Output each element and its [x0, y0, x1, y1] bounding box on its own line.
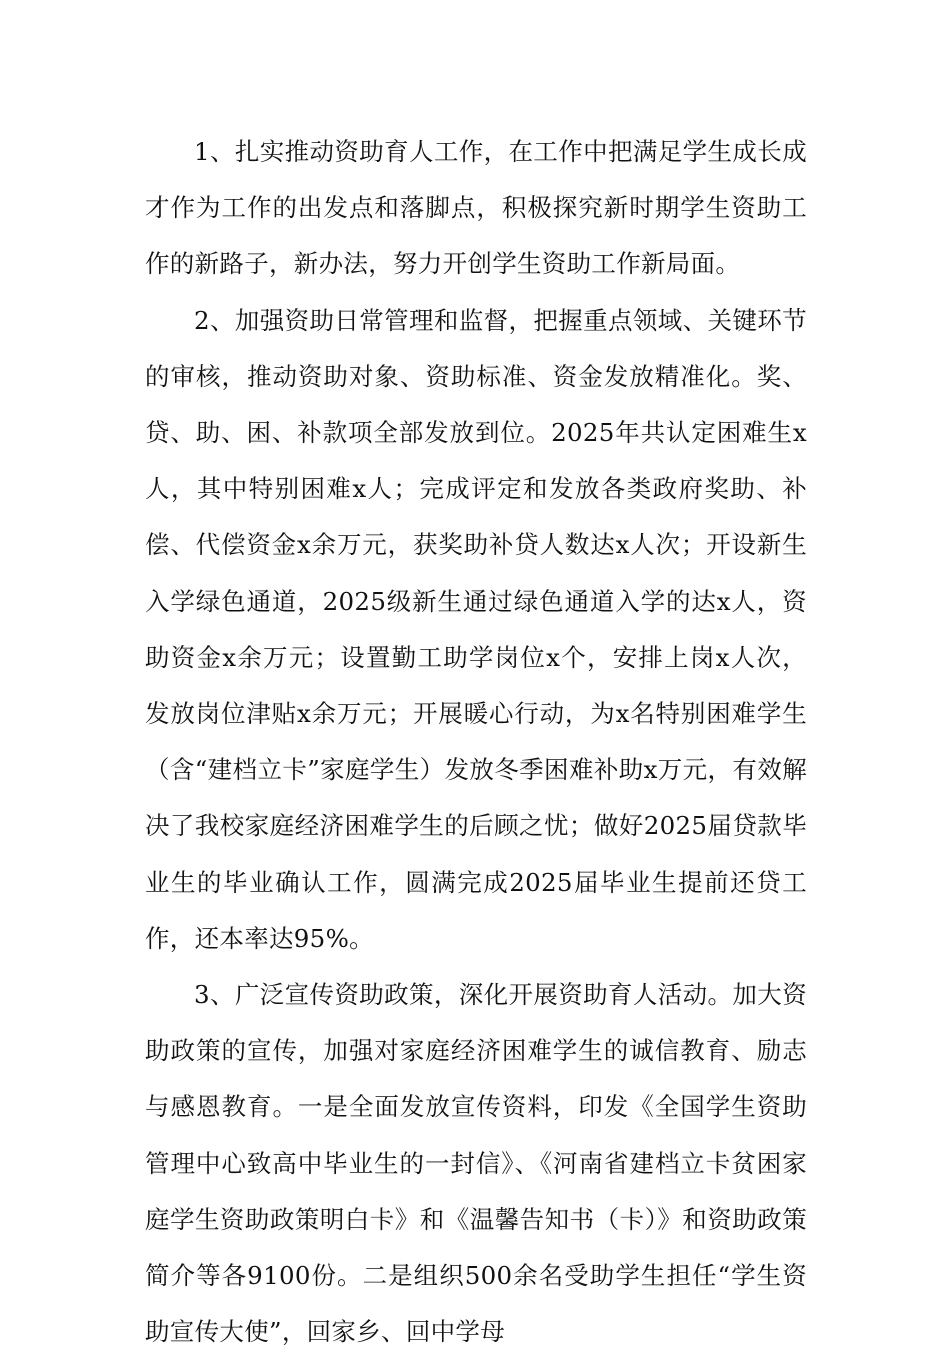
paragraph-2: 2、加强资助日常管理和监督，把握重点领域、关键环节的审核，推动资助对象、资助标准、资金发放精准化。奖、贷、助、困、补款项全部发放到位。2025年共认定困难生x人，其中特别困难x人；完成评定和发放各类政府奖助、补偿、代偿资金x余万元，获奖助补贷人数达x人次；开设新生入学绿色通道，2025级新生通过绿色通道入学的达x人，资助资金x余万元；设置勤工助学岗位x个，安排上岗x人次，发放岗位津贴x余万元；开展暖心行动，为x名特别困难学生（含“建档立卡”家庭学生）发放冬季困难补助x万元，有效解决了我校家庭经济困难学生的后顾之忧；做好2025届贷款毕业生的毕业确认工作，圆满完成2025届毕业生提前还贷工作，还本率达95%。 [145, 305, 807, 953]
paragraph-1: 1、扎实推动资助育人工作，在工作中把满足学生成长成才作为工作的出发点和落脚点，积极探究新时期学生资助工作的新路子，新办法，努力开创学生资助工作新局面。 [145, 137, 807, 279]
paragraph-3: 3、广泛宣传资助政策，深化开展资助育人活动。加大资助政策的宣传，加强对家庭经济困难学生的诚信教育、励志与感恩教育。一是全面发放宣传资料，印发《全国学生资助管理中心致高中毕业生的一封信》、《河南省建档立卡贫困家庭学生资助政策明白卡》和《温馨告知书（卡）》和资助政策简介等各9100份。二是组织500余名受助学生担任“学生资助宣传大使”，回家乡、回中学母 [145, 980, 807, 1347]
document-body [145, 124, 807, 1360]
